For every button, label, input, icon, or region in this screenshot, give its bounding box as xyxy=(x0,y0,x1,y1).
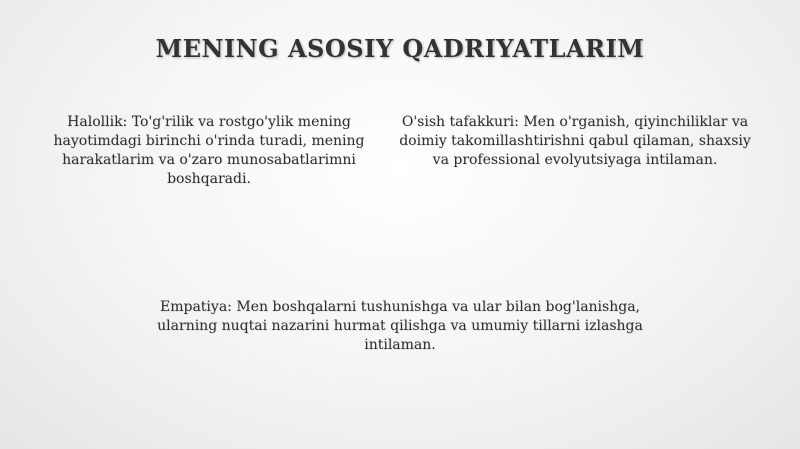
value-honesty-text: Halollik: To'g'rilik va rostgo'ylik mening hayotimdagi birinchi o'rinda turadi, mening harakatlarim va o'zaro munosabatlarimni boshqaradi. xyxy=(53,114,365,187)
value-growth-mindset-text: O'sish tafakkuri: Men o'rganish, qiyinchiliklar va doimiy takomillashtirishni qabul qilaman, shaxsiy va professional evolyutsiyaga intilaman. xyxy=(399,114,751,168)
value-empathy-text: Empatiya: Men boshqalarni tushunishga va ular bilan bog'lanishga, ularning nuqtai nazarini hurmat qilishga va umumiy tillarni izlashga intilaman. xyxy=(157,299,643,353)
slide-title: MENING ASOSIY QADRIYATLARIM xyxy=(155,34,645,63)
